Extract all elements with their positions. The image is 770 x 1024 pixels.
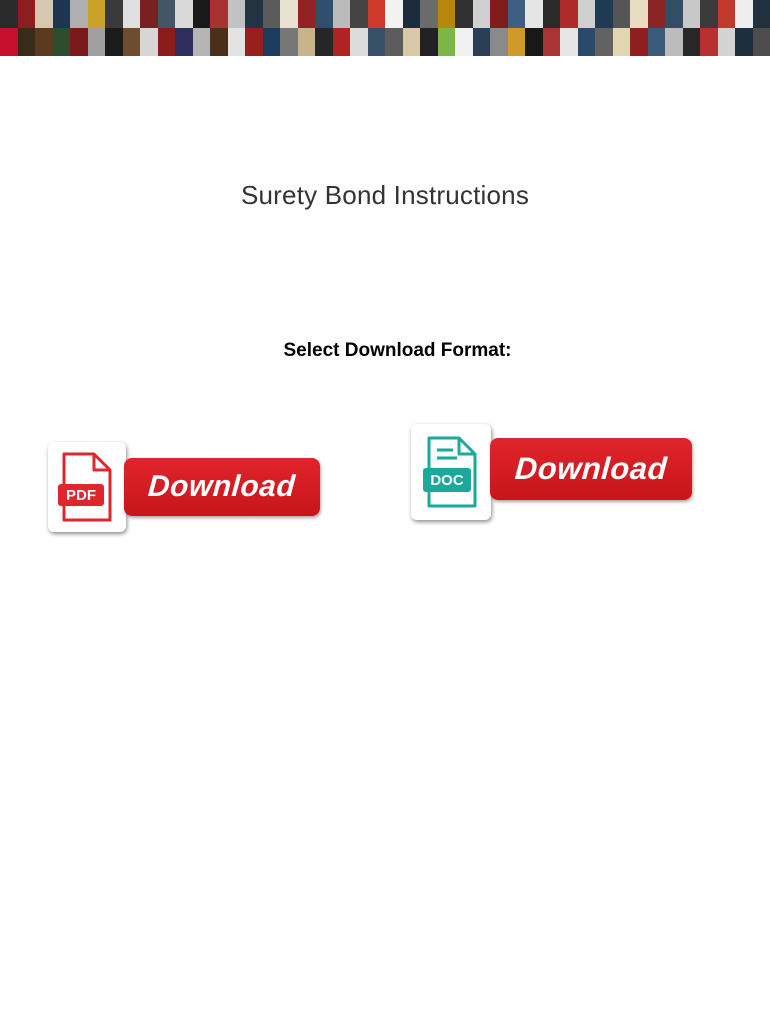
banner-thumbnail bbox=[630, 28, 648, 56]
banner-thumbnail bbox=[18, 28, 36, 56]
banner-thumbnail bbox=[438, 0, 456, 28]
banner-thumbnail bbox=[718, 0, 736, 28]
banner-thumbnail bbox=[315, 0, 333, 28]
banner-thumbnail bbox=[193, 28, 211, 56]
banner-thumbnail bbox=[193, 0, 211, 28]
page-title: Surety Bond Instructions bbox=[240, 180, 530, 210]
banner-thumbnail bbox=[508, 0, 526, 28]
banner-thumbnail bbox=[490, 0, 508, 28]
banner-thumbnail bbox=[263, 28, 281, 56]
doc-download-label: Download bbox=[513, 451, 669, 486]
banner-thumbnail bbox=[315, 28, 333, 56]
banner-thumbnail bbox=[385, 28, 403, 56]
banner-thumbnail bbox=[543, 28, 561, 56]
banner-thumbnail bbox=[525, 0, 543, 28]
banner-thumbnail bbox=[368, 0, 386, 28]
banner-thumbnail bbox=[420, 0, 438, 28]
pdf-download-label-box[interactable] bbox=[124, 458, 320, 516]
banner-thumbnail bbox=[280, 28, 298, 56]
doc-file-icon bbox=[411, 424, 491, 520]
banner-thumbnail bbox=[455, 28, 473, 56]
banner-thumbnail bbox=[105, 0, 123, 28]
banner-thumbnail bbox=[298, 0, 316, 28]
banner-thumbnail bbox=[53, 28, 71, 56]
banner-thumbnail bbox=[35, 28, 53, 56]
banner-thumbnail bbox=[158, 0, 176, 28]
banner-thumbnail bbox=[385, 0, 403, 28]
banner-thumbnail bbox=[333, 28, 351, 56]
banner-thumbnail bbox=[0, 28, 18, 56]
banner-thumbnail bbox=[525, 28, 543, 56]
banner-thumbnail bbox=[718, 28, 736, 56]
banner-thumbnail bbox=[210, 0, 228, 28]
banner-thumbnail bbox=[35, 0, 53, 28]
banner-thumbnail bbox=[53, 0, 71, 28]
banner-thumbnail bbox=[595, 28, 613, 56]
banner-thumbnail bbox=[508, 28, 526, 56]
banner-thumbnail bbox=[123, 0, 141, 28]
banner-thumbnail bbox=[473, 28, 491, 56]
pdf-file-icon bbox=[48, 442, 126, 532]
banner-thumbnail bbox=[700, 0, 718, 28]
banner-thumbnail bbox=[175, 0, 193, 28]
banner-thumbnail bbox=[70, 0, 88, 28]
banner-thumbnail bbox=[683, 28, 701, 56]
banner-thumbnail bbox=[140, 28, 158, 56]
banner-thumbnail bbox=[263, 0, 281, 28]
banner-thumbnail bbox=[455, 0, 473, 28]
header-banner bbox=[0, 0, 770, 56]
format-prompt: Select Download Format: bbox=[283, 340, 512, 361]
banner-thumbnail bbox=[665, 0, 683, 28]
banner-thumbnail bbox=[613, 0, 631, 28]
banner-thumbnail bbox=[420, 28, 438, 56]
banner-thumbnail bbox=[158, 28, 176, 56]
banner-thumbnail bbox=[560, 28, 578, 56]
banner-thumbnail bbox=[735, 28, 753, 56]
banner-thumbnail bbox=[753, 0, 770, 28]
banner-thumbnail bbox=[88, 0, 106, 28]
banner-thumbnail bbox=[473, 0, 491, 28]
banner-thumbnail bbox=[228, 0, 246, 28]
banner-thumbnail bbox=[595, 0, 613, 28]
banner-thumbnail bbox=[578, 0, 596, 28]
banner-thumbnail bbox=[578, 28, 596, 56]
banner-thumbnail bbox=[683, 0, 701, 28]
banner-thumbnail bbox=[630, 0, 648, 28]
banner-thumbnail bbox=[18, 0, 36, 28]
banner-thumbnail bbox=[88, 28, 106, 56]
banner-thumbnail bbox=[350, 0, 368, 28]
banner-thumbnail bbox=[613, 28, 631, 56]
pdf-download-label: Download bbox=[147, 470, 297, 503]
banner-thumbnail bbox=[228, 28, 246, 56]
banner-thumbnail bbox=[280, 0, 298, 28]
banner-thumbnail bbox=[123, 28, 141, 56]
banner-thumbnail bbox=[735, 0, 753, 28]
banner-thumbnail bbox=[175, 28, 193, 56]
banner-thumbnail bbox=[0, 0, 18, 28]
banner-thumbnail bbox=[648, 28, 666, 56]
banner-thumbnail bbox=[665, 28, 683, 56]
banner-thumbnail bbox=[245, 28, 263, 56]
banner-thumbnail bbox=[700, 28, 718, 56]
banner-thumbnail bbox=[333, 0, 351, 28]
doc-format-label: DOC bbox=[430, 472, 464, 489]
banner-thumbnail bbox=[753, 28, 770, 56]
banner-thumbnail bbox=[403, 0, 421, 28]
banner-thumbnail bbox=[490, 28, 508, 56]
banner-thumbnail bbox=[403, 28, 421, 56]
banner-thumbnail bbox=[350, 28, 368, 56]
banner-thumbnail bbox=[438, 28, 456, 56]
banner-thumbnail bbox=[298, 28, 316, 56]
banner-thumbnail bbox=[368, 28, 386, 56]
pdf-download-button[interactable] bbox=[48, 442, 324, 534]
banner-thumbnail bbox=[210, 28, 228, 56]
banner-thumbnail bbox=[70, 28, 88, 56]
banner-thumbnail bbox=[105, 28, 123, 56]
banner-thumbnail bbox=[648, 0, 666, 28]
banner-thumbnail bbox=[140, 0, 158, 28]
doc-download-button[interactable] bbox=[411, 424, 693, 522]
banner-thumbnail bbox=[543, 0, 561, 28]
pdf-format-label: PDF bbox=[66, 487, 96, 504]
doc-download-label-box[interactable] bbox=[490, 438, 692, 500]
banner-thumbnail bbox=[245, 0, 263, 28]
banner-thumbnail bbox=[560, 0, 578, 28]
